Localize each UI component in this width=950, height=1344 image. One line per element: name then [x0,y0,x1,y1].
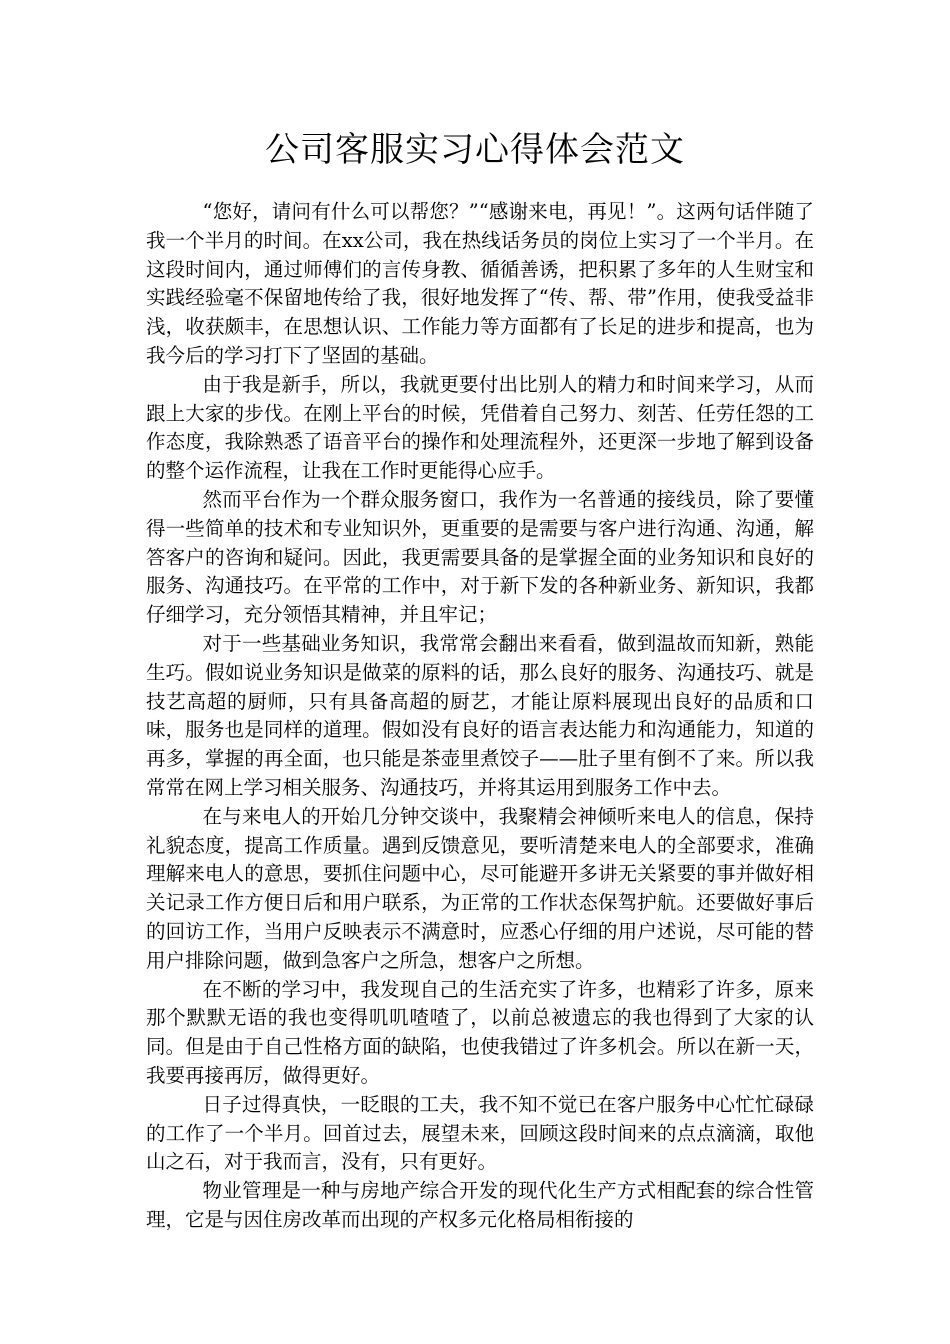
paragraph: 日子过得真快，一眨眼的工夫，我不知不觉已在客户服务中心忙忙碌碌的工作了一个半月。回首过去，展望未来，回顾这段时间来的点点滴滴，取他山之石，对于我而言，没有，只有更好。 [146,1092,814,1174]
paragraph: 对于一些基础业务知识，我常常会翻出来看看，做到温故而知新，熟能生巧。假如说业务知识是做菜的原料的话，那么良好的服务、沟通技巧、就是技艺高超的厨师，只有具备高超的厨艺，才能让原料展现出良好的品质和口味，服务也是同样的道理。假如没有良好的语言表达能力和沟通能力，知道的再多，掌握的再全面，也只能是茶壶里煮饺子——肚子里有倒不了来。所以我常常在网上学习相关服务、沟通技巧，并将其运用到服务工作中去。 [146,631,814,799]
paragraph: 然而平台作为一个群众服务窗口，我作为一名普通的接线员，除了要懂得一些简单的技术和专业知识外，更重要的是需要与客户进行沟通、沟通，解答客户的咨询和疑问。因此，我更需要具备的是掌握全面的业务知识和良好的服务、沟通技巧。在平常的工作中，对于新下发的各种新业务、新知识，我都仔细学习，充分领悟其精神，并且牢记； [146,487,814,627]
paragraph: 在不断的学习中，我发现自己的生活充实了许多，也精彩了许多，原来那个默默无语的我也变得叽叽喳喳了，以前总被遗忘的我也得到了大家的认同。但是由于自己性格方面的缺陷，也使我错过了许多机会。所以在新一天，我要再接再厉，做得更好。 [146,977,814,1087]
document-body [146,198,814,1235]
paragraph: 物业管理是一种与房地产综合开发的现代化生产方式相配套的综合性管理，它是与因住房改革而出现的产权多元化格局相衔接的 [146,1179,814,1231]
paragraph: “您好，请问有什么可以帮您？”“感谢来电，再见！”。这两句话伴随了我一个半月的时间。在xx公司，我在热线话务员的岗位上实习了一个半月。在这段时间内，通过师傅们的言传身教、循循善诱，把积累了多年的人生财宝和实践经验毫不保留地传给了我，很好地发挥了“传、帮、带”作用，使我受益非浅，收获颇丰，在思想认识、工作能力等方面都有了长足的进步和提高，也为我今后的学习打下了坚固的基础。 [146,200,814,367]
paragraph: 由于我是新手，所以，我就更要付出比别人的精力和时间来学习，从而跟上大家的步伐。在刚上平台的时候，凭借着自己努力、刻苦、任劳任怨的工作态度，我除熟悉了语音平台的操作和处理流程外，还更深一步地了解到设备的整个运作流程，让我在工作时更能得心应手。 [146,372,814,483]
paragraph: 在与来电人的开始几分钟交谈中，我聚精会神倾听来电人的信息，保持礼貌态度，提高工作质量。遇到反馈意见，要听清楚来电人的全部要求，准确理解来电人的意思，要抓住问题中心，尽可能避开多讲无关紧要的事并做好相关记录工作方便日后和用户联系，为正常的工作状态保驾护航。还要做好事后的回访工作，当用户反映表示不满意时，应悉心仔细的用户述说，尽可能的替用户排除问题，做到急客户之所急，想客户之所想。 [146,804,814,972]
document-title: 公司客服实习心得体会范文 [265,130,685,170]
